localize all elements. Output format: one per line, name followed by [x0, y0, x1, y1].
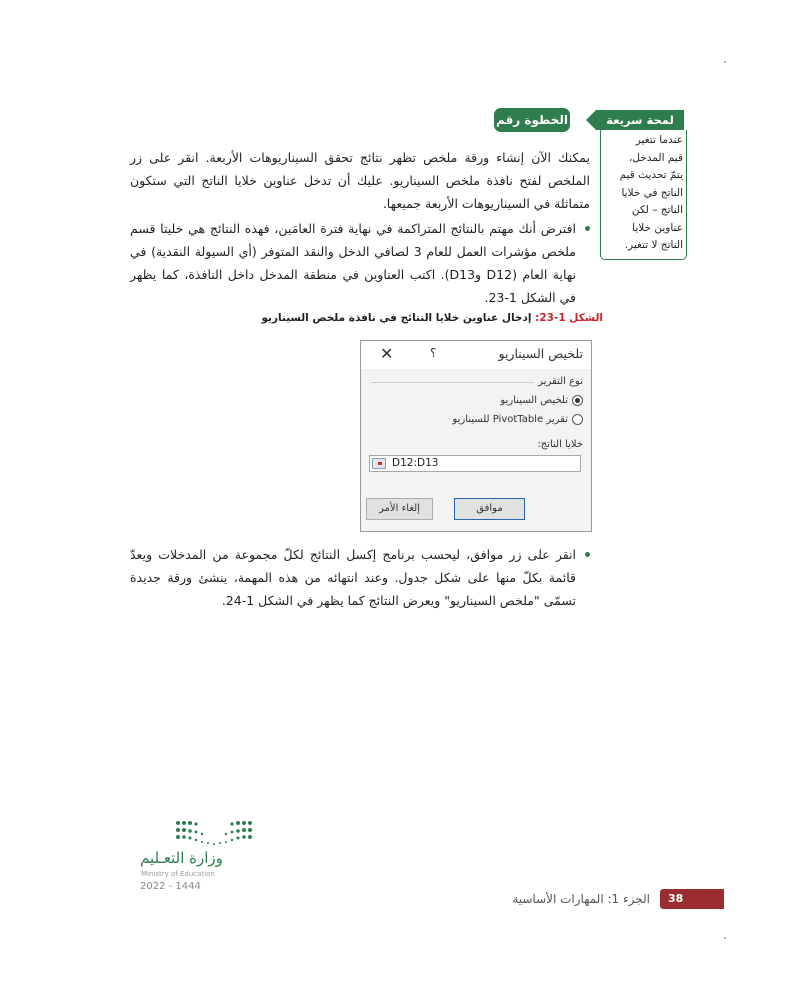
page-number: 38	[668, 892, 684, 905]
cancel-button[interactable]: إلغاء الأمر	[366, 498, 433, 520]
ministry-logo	[140, 815, 280, 905]
radio-label: تقرير PivotTable للسيناريو	[452, 414, 568, 425]
dialog-title: تلخيص السيناريو	[498, 346, 583, 361]
quick-tip-line: عناوين خلايا	[632, 221, 683, 234]
crop-mark	[724, 61, 726, 63]
figure-caption	[261, 312, 603, 324]
result-cells-value: D12:D13	[392, 457, 439, 469]
bullet-icon	[585, 552, 590, 557]
page-number-badge	[660, 889, 724, 909]
ok-button[interactable]: موافق	[454, 498, 525, 520]
radio-scenario-summary[interactable]	[500, 394, 583, 407]
footer-title: الجزء 1: المهارات الأساسية	[512, 892, 650, 906]
range-select-icon[interactable]	[372, 458, 386, 469]
report-type-label: نوع التقرير	[538, 376, 583, 387]
quick-tip-line: قيم المدخل،	[628, 151, 683, 164]
step-badge: الخطوة رقم 3	[494, 108, 570, 132]
result-cells-label: خلايا الناتج:	[537, 439, 583, 450]
figure-number: الشكل 1-23:	[535, 312, 603, 324]
report-type-group	[371, 375, 583, 389]
bullet-text: افترض أنك مهتم بالنتائج المتراكمة في نهاية فترة العامَين، فهذه النتائج هي خليتا قسم ملخص مؤشرات العمل للعام 3 لصافي الدخل والنقد المتوفر (أي السيولة النقدية) في نهاية العام (D12 وD13). اكتب العناوين في منطقة المدخل داخل النافذة، كما يظهر في الشكل 1-23.	[130, 221, 576, 305]
quick-tip-line: الناتج في خلايا	[621, 186, 683, 199]
logo-arabic-text: وزارة التعـليم	[140, 849, 223, 867]
quick-tip-title: لمحة سريعة	[596, 110, 684, 130]
quick-tip-body	[600, 130, 687, 260]
scenario-summary-dialog	[360, 340, 592, 532]
radio-unchecked-icon[interactable]	[572, 414, 583, 425]
bullet-text: انقر على زر موافق، ليحسب برنامج إكسل النتائج لكلّ مجموعة من المدخلات ويعدّ قائمة بكلّ منها على شكل جدول. وعند انتهائه من هذه المهمة، ينشئ ورقة جديدة تسمّى "ملخص السيناريو" ويعرض النتائج كما يظهر في الشكل 1-24.	[130, 547, 576, 608]
crop-mark	[724, 937, 726, 939]
close-icon[interactable]: ✕	[380, 344, 394, 363]
logo-english-text: Ministry of Education	[141, 870, 215, 878]
quick-tip-line: عندما تتغير	[635, 134, 683, 146]
dialog-title-bar	[361, 341, 591, 369]
figure-caption-text: إدخال عناوين خلايا النتائج في نافذة ملخص السيناريو	[261, 312, 536, 324]
quick-tip-line: يتمّ تحديث قيم	[619, 169, 683, 181]
bullet-icon	[585, 226, 590, 231]
bullet-paragraph-2	[130, 543, 590, 612]
bullet-paragraph-1	[130, 217, 590, 309]
radio-label: تلخيص السيناريو	[500, 395, 568, 406]
quick-tip-line: الناتج – لكن	[631, 204, 683, 216]
group-divider	[371, 382, 534, 383]
logo-dots-icon	[175, 819, 255, 849]
intro-paragraph: يمكنك الآن إنشاء ورقة ملخص تظهر نتائج تحقق السيناريوهات الأربعة. انقر على زر الملخص لفتح نافذة ملخص السيناريو. عليك أن تدخل عناوين خلايا الناتج التي ستكون متماثلة في السيناريوهات الأربعة جميعها.	[130, 150, 590, 211]
quick-tip-line: الناتج لا تتغير.	[624, 239, 683, 251]
radio-pivottable-report[interactable]	[452, 413, 583, 426]
radio-checked-icon[interactable]	[572, 395, 583, 406]
help-icon[interactable]: ؟	[430, 346, 437, 360]
logo-year: 2022 - 1444	[140, 881, 201, 892]
result-cells-input[interactable]	[369, 455, 581, 472]
